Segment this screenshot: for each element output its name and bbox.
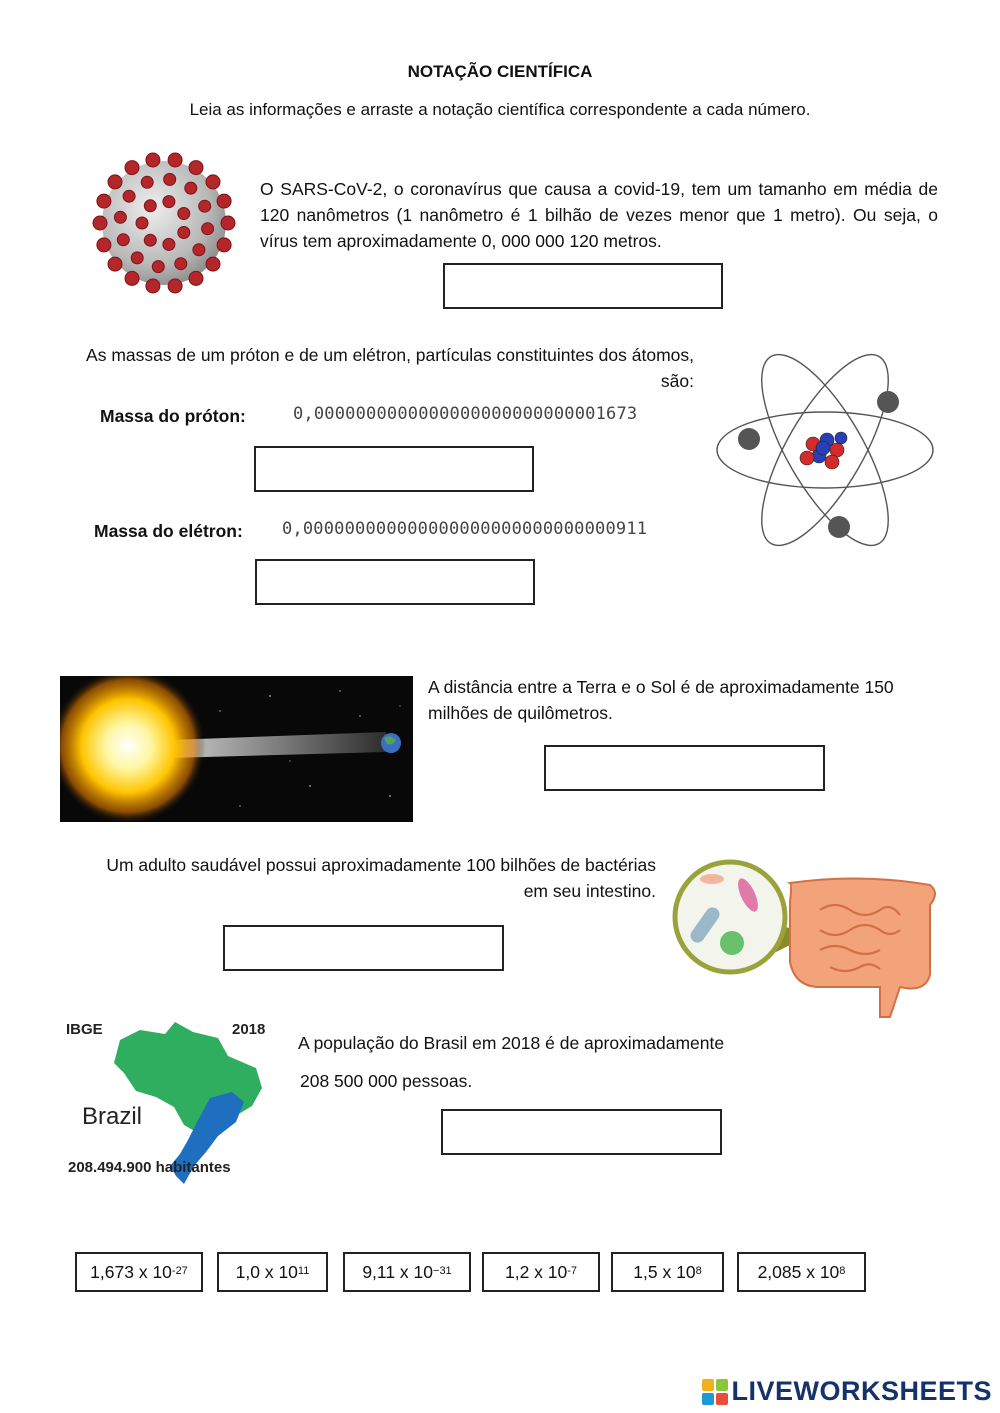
virus-spike-icon (206, 175, 220, 189)
drop-zone-virus[interactable] (443, 263, 723, 309)
virus-spike-icon (97, 194, 111, 208)
virus-spike-icon (97, 238, 111, 252)
brazil-map-image (60, 1012, 282, 1184)
answer-exponent: −31 (433, 1265, 452, 1277)
virus-spike-icon (146, 279, 160, 293)
virus-spike-icon (108, 175, 122, 189)
virus-spike-icon (178, 227, 190, 239)
answer-card-virus[interactable] (482, 1252, 600, 1292)
virus-spike-icon (217, 238, 231, 252)
virus-text: O SARS-CoV-2, o coronavírus que causa a covid-19, tem um tamanho em média de 120 nanômetros (1 nanômetro é 1 bilhão de vezes menor que 1 metro). Ou seja, o vírus tem aproximadamente 0, 000 000 120 metros. (260, 179, 938, 251)
drop-zone-proton[interactable] (254, 446, 534, 492)
virus-spike-icon (189, 271, 203, 285)
virus-spike-icon (152, 261, 164, 273)
answer-exponent: 8 (839, 1265, 846, 1277)
virus-spike-icon (193, 244, 205, 256)
answer-exponent: -27 (171, 1265, 188, 1277)
virus-spike-icon (131, 252, 143, 264)
virus-spike-icon (163, 238, 175, 250)
coronavirus-image (84, 140, 244, 305)
virus-spike-icon (108, 257, 122, 271)
virus-spike-icon (217, 194, 231, 208)
answer-card-population[interactable] (737, 1252, 866, 1292)
proton-label: Massa do próton: (100, 406, 246, 426)
answer-exponent: 8 (695, 1265, 702, 1277)
atom-image (715, 350, 940, 550)
virus-spike-icon (189, 161, 203, 175)
drop-zone-sun[interactable] (544, 745, 825, 791)
electron-label: Massa do elétron: (94, 521, 243, 541)
virus-spike-icon (185, 182, 197, 194)
virus-spike-icon (202, 223, 214, 235)
virus-spike-icon (175, 258, 187, 270)
virus-spike-icon (144, 200, 156, 212)
answer-mantissa: 9,11 x 10 (362, 1261, 434, 1282)
virus-spike-icon (123, 190, 135, 202)
bacteria-text: Um adulto saudável possui aproximadamente 100 bilhões de bactérias em seu intestino. (106, 855, 656, 901)
virus-spike-icon (114, 211, 126, 223)
answer-exponent: -7 (567, 1265, 578, 1277)
virus-spike-icon (178, 208, 190, 220)
population-line2: 208 500 000 pessoas. (300, 1071, 473, 1091)
liveworksheets-logo[interactable] (702, 1376, 992, 1407)
virus-spike-icon (146, 153, 160, 167)
virus-spike-icon (221, 216, 235, 230)
brand-name: LIVEWORKSHEETS (731, 1376, 992, 1406)
map-source: IBGE (66, 1021, 103, 1038)
answer-card-bacteria[interactable] (217, 1252, 328, 1292)
virus-spike-icon (199, 200, 211, 212)
proton-value: 0,0000000000000000000000000001673 (293, 404, 638, 424)
answer-mantissa: 1,2 x 10 (504, 1261, 568, 1282)
virus-spike-icon (168, 279, 182, 293)
particles-intro: As massas de um próton e de um elétron, partículas constituintes dos átomos, são: (86, 345, 694, 391)
liveworksheets-logo-icon (702, 1379, 728, 1405)
drop-zone-electron[interactable] (255, 559, 535, 605)
answer-card-electron[interactable] (343, 1252, 471, 1292)
answer-exponent: 11 (297, 1265, 310, 1277)
virus-spike-icon (93, 216, 107, 230)
drop-zone-bacteria[interactable] (223, 925, 504, 971)
page-title: NOTAÇÃO CIENTÍFICA (407, 62, 593, 81)
sun-text: A distância entre a Terra e o Sol é de aproximadamente 150 milhões de quilômetros. (428, 677, 894, 723)
drop-zone-population[interactable] (441, 1109, 722, 1155)
virus-spike-icon (164, 173, 176, 185)
map-country: Brazil (82, 1103, 143, 1130)
population-line1: A população do Brasil em 2018 é de aproximadamente (298, 1033, 725, 1053)
map-year: 2018 (232, 1021, 266, 1038)
virus-spike-icon (141, 176, 153, 188)
virus-spike-icon (125, 271, 139, 285)
answer-mantissa: 2,085 x 10 (757, 1261, 840, 1282)
virus-spike-icon (206, 257, 220, 271)
sun-earth-image (60, 676, 413, 822)
answer-mantissa: 1,673 x 10 (90, 1261, 172, 1282)
answer-card-sun[interactable] (611, 1252, 724, 1292)
electron-value: 0,000000000000000000000000000000911 (282, 519, 648, 539)
answer-mantissa: 1,0 x 10 (235, 1261, 298, 1282)
virus-spike-icon (144, 234, 156, 246)
instructions: Leia as informações e arraste a notação científica correspondente a cada número. (189, 100, 811, 119)
virus-spike-icon (136, 217, 148, 229)
map-count: 208.494.900 habitantes (68, 1159, 231, 1176)
intestine-image (670, 855, 940, 1020)
virus-spike-icon (117, 234, 129, 246)
answer-mantissa: 1,5 x 10 (633, 1261, 696, 1282)
virus-spike-icon (168, 153, 182, 167)
virus-spike-icon (163, 196, 175, 208)
answer-card-proton[interactable] (75, 1252, 203, 1292)
virus-spike-icon (125, 161, 139, 175)
